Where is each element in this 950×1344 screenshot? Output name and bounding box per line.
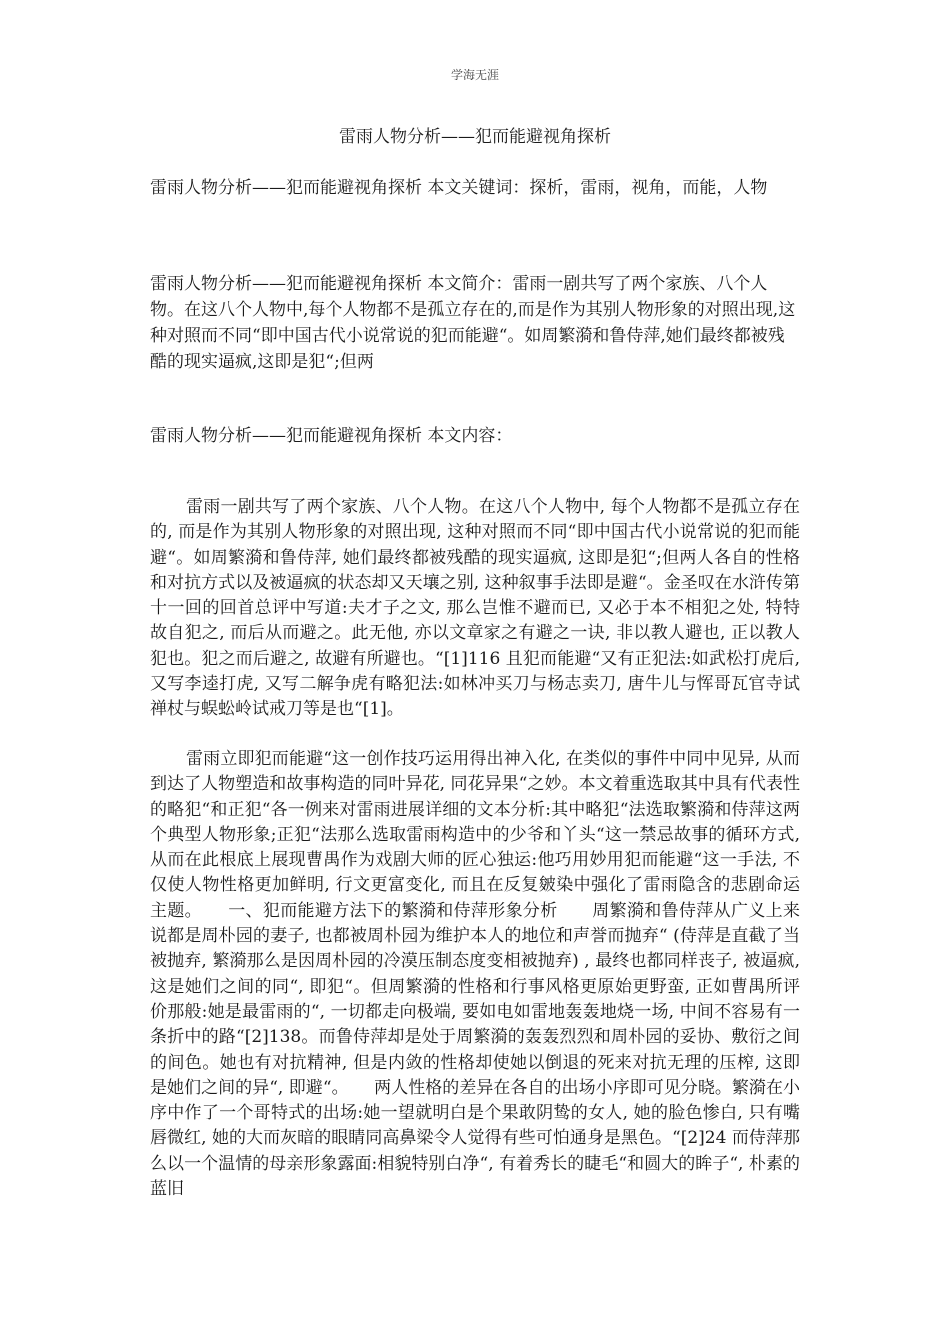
document-title: 雷雨人物分析——犯而能避视角探析 [339,127,611,147]
summary-paragraph: 雷雨人物分析——犯而能避视角探析 本文简介：雷雨一剧共写了两个家族、八个人物。在这八个人物中,每个人物都不是孤立存在的,而是作为其别人物形象的对照出现,这种对照而不同“即中国古代小说常说的犯而能避“。如周繁漪和鲁侍萍,她们最终都被残酷的现实逼疯,这即是犯“;但两 [150,274,796,372]
body-paragraph: 雷雨立即犯而能避“这一创作技巧运用得出神入化, 在类似的事件中同中见异, 从而到达了人物塑造和故事构造的同叶异花, 同花异果“之妙。本文着重选取其中具有代表性的略犯“和正犯“各一例来对雷雨进展详细的文本分析:其中略犯“法选取繁漪和侍萍这两个典型人物形象;正犯“法那么选取雷雨构造中的少爷和丫头“这一禁忌故事的循环方式, 从而在此根底上展现曹禺作为戏剧大师的匠心独运:他巧用妙用犯而能避“这一手法, 不仅使人物性格更加鲜明, 行文更富变化, 而且在反复皴染中强化了雷雨隐含的悲剧命运主题。 一、犯而能避方法下的繁漪和侍萍形象分析 周繁漪和鲁侍萍从广义上来说都是周朴园的妻子, 也都被周朴园为维护本人的地位和声誉而抛弃“ (侍萍是直截了当被抛弃, 繁漪那么是因周朴园的冷漠压制态度变相被抛弃) , 最终也都同样丧子, 被逼疯, 这是她们之间的同“, 即犯“。但周繁漪的性格和行事风格更原始更野蛮, 正如曹禺所评价那般:她是最雷雨的“, 一切都走向极端, 要如电如雷地轰轰地烧一场, 中间不容易有一条折中的路“[2]138。而鲁侍萍却是处于周繁漪的轰轰烈烈和周朴园的妥协、敷衍之间的间色。她也有对抗精神, 但是内敛的性格却使她以倒退的死来对抗无理的压榨, 这即是她们之间的异“, 即避“。 两人性格的差异在各自的出场小序即可见分晓。繁漪在小序中作了一个哥特式的出场:她一望就明白是个果敢阴鸷的女人, 她的脸色惨白, 只有嘴唇微红, 她的大而灰暗的眼睛同高鼻梁令人觉得有些可怕通身是黑色。“[2]24 而侍萍那么以一个温情的母亲形象露面:相貌特别白净“, 有着秀长的睫毛“和圆大的眸子“, 朴素的蓝旧 [150,749,800,1200]
keywords-line: 雷雨人物分析——犯而能避视角探析 本文关键词：探析，雷雨，视角，而能，人物 [150,178,768,198]
header-watermark-text: 学海无涯 [450,68,499,82]
content-label: 雷雨人物分析——犯而能避视角探析 本文内容： [150,426,513,446]
body-paragraph: 雷雨一剧共写了两个家族、八个人物。在这八个人物中, 每个人物都不是孤立存在的, 而是作为其别人物形象的对照出现, 这种对照而不同“即中国古代小说常说的犯而能避“。如周繁漪和鲁侍萍, 她们最终都被残酷的现实逼疯, 这即是犯“;但两人各自的性格和对抗方式以及被逼疯的状态却又天壤之别, 这种叙事手法即是避“。金圣叹在水浒传第十一回的回首总评中写道:夫才子之文, 那么岂惟不避而已, 又必于本不相犯之处, 特特故自犯之, 而后从而避之。此无他, 亦以文章家之有避之一诀, 非以教人避也, 正以教人犯也。犯之而后避之, 故避有所避也。“[1]116 且犯而能避“又有正犯法:如武松打虎后, 又写李逵打虎, 又写二解争虎有略犯法:如林冲买刀与杨志卖刀, 唐牛儿与恽哥瓦官寺试禅杖与蜈蚣岭试戒刀等是也“[1]。 [150,497,800,720]
page-header [0,66,950,83]
